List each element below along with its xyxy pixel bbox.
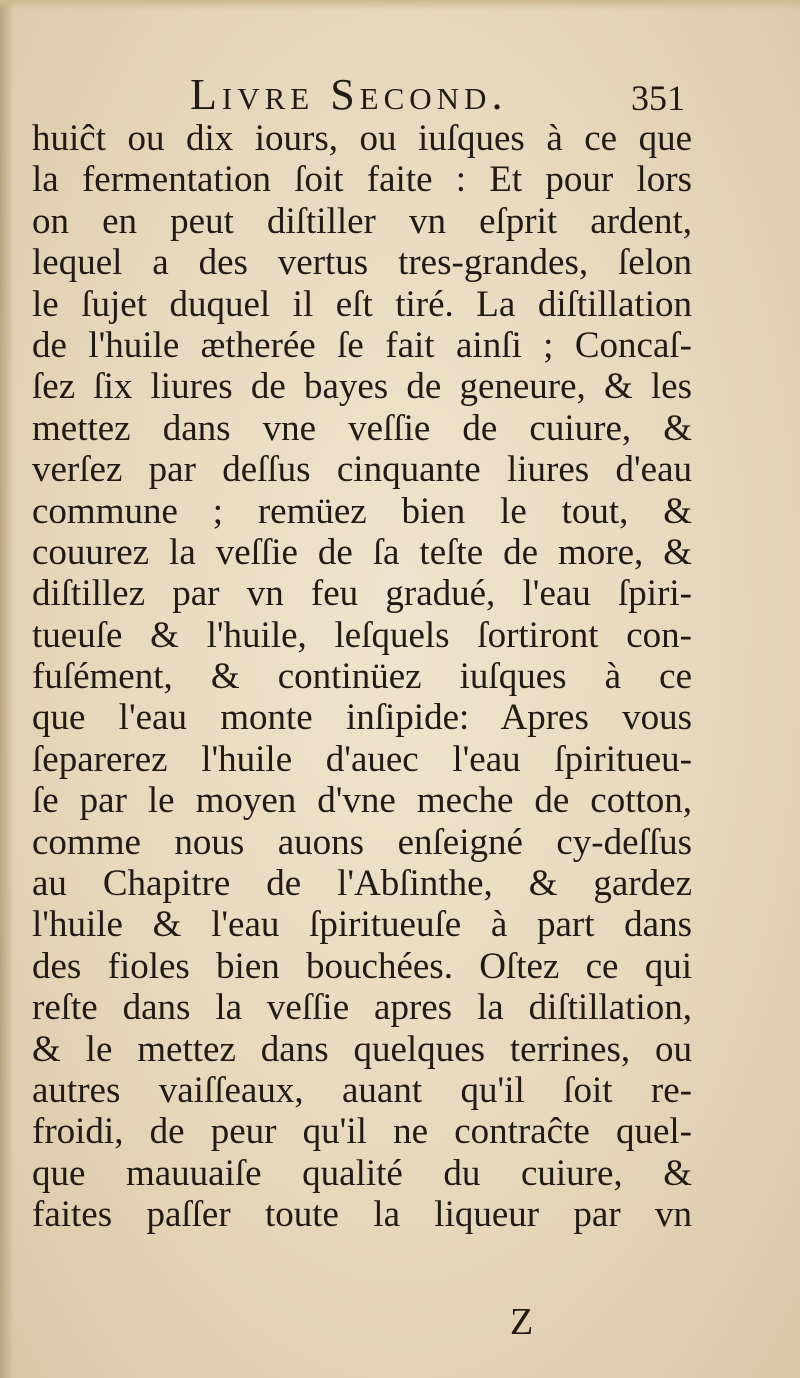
text-line: ſeparerez l'huile d'auec l'eau ſpiritueu- <box>32 738 692 780</box>
text-line: diſtillez par vn feu gradué, l'eau ſpiri- <box>32 573 692 615</box>
body-text <box>32 118 692 1236</box>
text-line: commune ; remüez bien le tout, & <box>32 490 692 532</box>
text-line: la fermentation ſoit faite : Et pour lors <box>32 159 692 201</box>
page-number: 351 <box>631 78 685 118</box>
text-line: froidi, de peur qu'il ne contraĉte quel- <box>32 1111 692 1153</box>
text-line: mettez dans vne veſſie de cuiure, & <box>32 407 692 449</box>
text-line: comme nous auons enſeigné cy-deſſus <box>32 821 692 863</box>
text-line: reſte dans la veſſie apres la diſtillation, <box>32 987 692 1029</box>
text-line: huiĉt ou dix iours, ou iuſques à ce que <box>32 118 692 159</box>
text-line: verſez par deſſus cinquante liures d'eau <box>32 449 692 491</box>
text-line: que l'eau monte inſipide: Apres vous <box>32 697 692 739</box>
text-line: ſe par le moyen d'vne meche de cotton, <box>32 780 692 822</box>
text-line: couurez la veſſie de ſa teſte de more, & <box>32 531 692 573</box>
running-title: Livre Second. <box>190 70 508 119</box>
text-line: le ſujet duquel il eſt tiré. La diſtillation <box>32 283 692 325</box>
page-edge-shadow <box>0 0 14 1378</box>
text-line: l'huile & l'eau ſpiritueuſe à part dans <box>32 904 692 946</box>
text-line: des fioles bien bouchées. Oſtez ce qui <box>32 945 692 987</box>
text-line: fuſément, & continüez iuſques à ce <box>32 656 692 698</box>
text-line: de l'huile ætherée ſe fait ainſi ; Concaſ- <box>32 324 692 366</box>
text-line: lequel a des vertus tres-grandes, ſelon <box>32 242 692 284</box>
text-line: au Chapitre de l'Abſinthe, & gardez <box>32 863 692 905</box>
text-line: tueuſe & l'huile, leſquels ſortiront con- <box>32 614 692 656</box>
running-head <box>0 70 800 120</box>
text-line: ſez ſix liures de bayes de geneure, & les <box>32 366 692 408</box>
page-top-shadow <box>0 0 800 10</box>
text-line: faites paſſer toute la liqueur par vn <box>32 1194 692 1236</box>
text-line: & le mettez dans quelques terrines, ou <box>32 1028 692 1070</box>
text-line: autres vaiſſeaux, auant qu'il ſoit re- <box>32 1069 692 1111</box>
text-line: que mauuaiſe qualité du cuiure, & <box>32 1152 692 1194</box>
signature-mark: Z <box>510 1301 534 1343</box>
text-line: on en peut diſtiller vn eſprit ardent, <box>32 200 692 242</box>
